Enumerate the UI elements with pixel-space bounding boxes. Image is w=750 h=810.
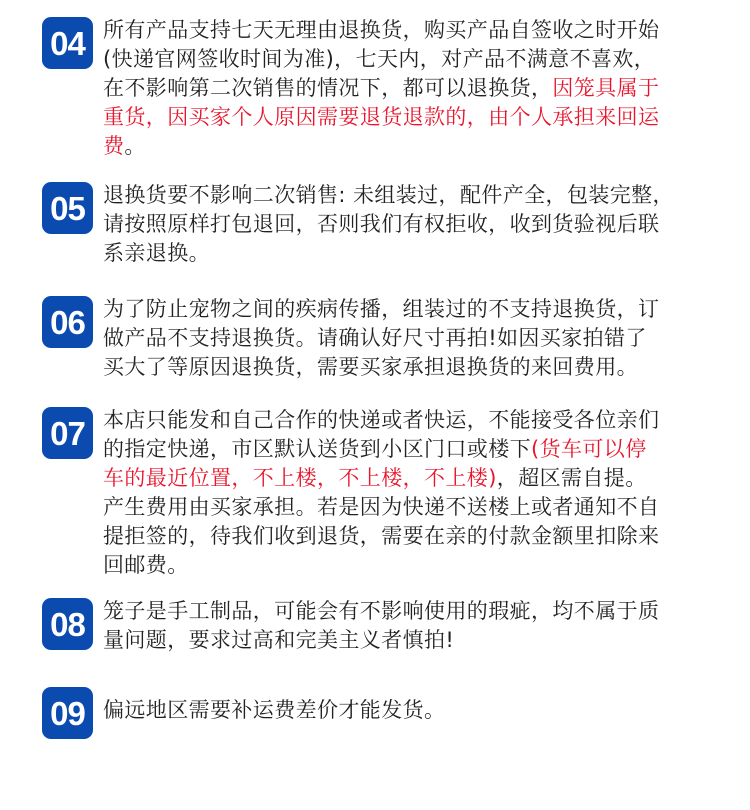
text-segment: 做产品不支持退换货。请确认好尺寸再拍!如因买家拍错了 <box>103 326 647 350</box>
text-segment: 本店只能发和自己合作的快递或者快运，不能接受各位亲们 <box>103 408 660 432</box>
highlight-text: (货车可以停 <box>531 437 647 461</box>
text-segment: 在不影响第二次销售的情况下，都可以退换货， <box>103 76 553 100</box>
policy-text <box>103 295 703 382</box>
text-segment: 请按照原样打包退回，否则我们有权拒收，收到货验视后联 <box>103 212 660 236</box>
item-number-badge <box>42 296 93 348</box>
text-segment: 产生费用由买家承担。若是因为快递不送楼上或者通知不自 <box>103 495 660 519</box>
item-number-badge <box>42 407 93 459</box>
text-segment: 的指定快递，市区默认送货到小区门口或楼下 <box>103 437 531 461</box>
item-number: 04 <box>50 24 85 62</box>
text-segment: 系亲退换。 <box>103 241 210 265</box>
item-number: 08 <box>50 605 85 643</box>
text-segment: 买大了等原因退换货，需要买家承担退换货的来回费用。 <box>103 355 638 379</box>
item-number: 09 <box>50 694 85 732</box>
text-segment: 提拒签的，待我们收到退货，需要在亲的付款金额里扣除来 <box>103 524 660 548</box>
item-number-badge <box>42 598 93 650</box>
text-segment: 笼子是手工制品，可能会有不影响使用的瑕疵，均不属于质 <box>103 599 660 623</box>
text-segment: (快递官网签收时间为准)，七天内，对产品不满意不喜欢， <box>103 47 656 71</box>
highlight-text: 车的最近位置，不上楼，不上楼，不上楼) <box>103 466 497 490</box>
highlight-text: 因笼具属于 <box>552 76 660 100</box>
policy-text <box>103 597 703 655</box>
item-number-badge <box>42 182 93 234</box>
highlight-text: 重货，因买家个人原因需要退货退款的，由个人承担来回运 <box>103 105 660 129</box>
text-segment: 回邮费。 <box>103 553 189 577</box>
text-segment: ，超区需自提。 <box>496 466 647 490</box>
text-segment: 为了防止宠物之间的疾病传播，组装过的不支持退换货，订 <box>103 297 660 321</box>
policy-text <box>103 696 703 725</box>
highlight-text: 费 <box>103 134 125 158</box>
item-number: 07 <box>50 414 85 452</box>
item-number: 05 <box>50 189 85 227</box>
text-segment: 所有产品支持七天无理由退换货，购买产品自签收之时开始 <box>103 18 660 42</box>
policy-text <box>103 181 703 268</box>
text-segment: 退换货要不影响二次销售: 未组装过，配件产全，包装完整， <box>103 183 674 207</box>
policy-text <box>103 406 703 580</box>
text-segment: 。 <box>124 134 146 158</box>
item-number-badge <box>42 687 93 739</box>
item-number-badge <box>42 17 93 69</box>
text-segment: 偏远地区需要补运费差价才能发货。 <box>103 698 446 722</box>
item-number: 06 <box>50 303 85 341</box>
policy-text <box>103 16 703 161</box>
text-segment: 量问题，要求过高和完美主义者慎拍! <box>103 628 455 652</box>
